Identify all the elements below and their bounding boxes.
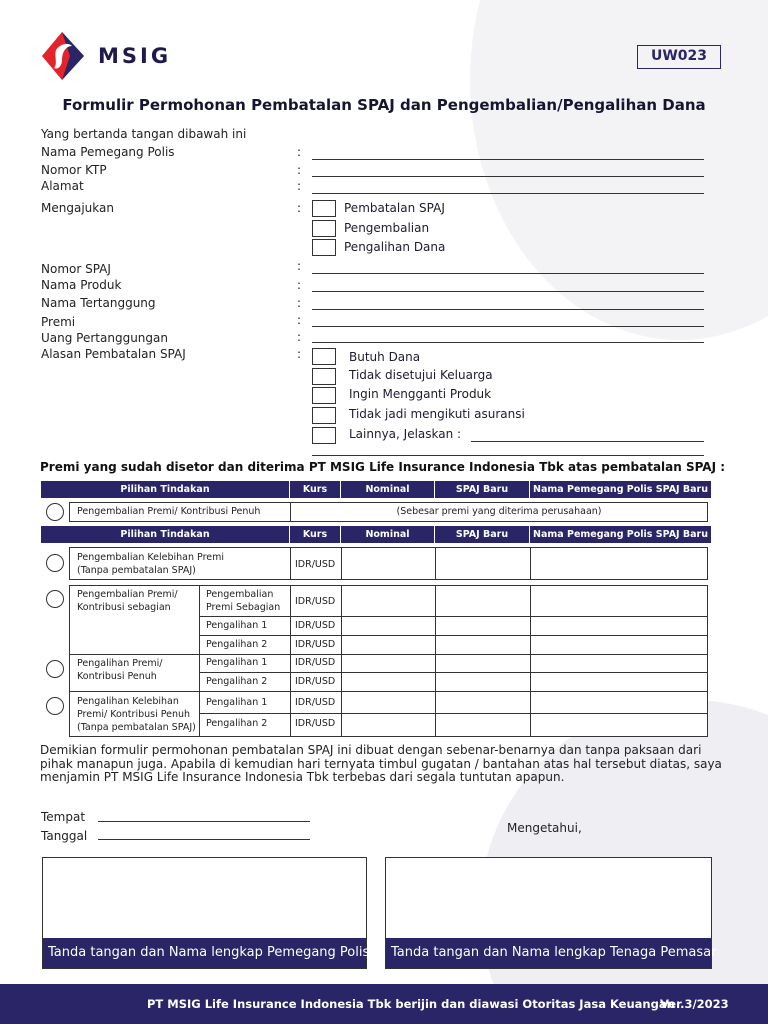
nominal-cell[interactable] (341, 635, 436, 655)
other-reason-input-line-2[interactable] (312, 455, 704, 456)
col-header-nominal: Nominal (341, 526, 435, 543)
field-label-product: Nama Produk (41, 278, 122, 292)
field-label-ktp: Nomor KTP (41, 163, 107, 177)
nominal-cell[interactable] (341, 654, 436, 673)
new-holder-cell[interactable] (530, 585, 708, 617)
row-label-line: Kontribusi sebagian (77, 602, 171, 613)
nominal-cell[interactable] (341, 713, 436, 737)
new-spaj-cell[interactable] (435, 547, 531, 580)
row-label-line: Pengembalian Kelebihan Premi (77, 552, 225, 563)
colon: : (297, 278, 302, 292)
place-input-line[interactable] (98, 821, 310, 822)
row-label-partial-refund (77, 588, 178, 614)
colon: : (297, 296, 302, 310)
new-holder-cell[interactable] (530, 672, 708, 692)
col-header-nominal: Nominal (341, 481, 435, 498)
option-refund: Pengembalian (344, 221, 430, 235)
declaration-paragraph: Demikian formulir permohonan pembatalan SPAJ ini dibuat dengan sebenar-benarnya dan tanpa paksaan dari pihak manapun juga. Apabila di kemudian hari ternyata timbul gugatan / bantahan atas hal tersebut diatas, saya menjamin PT MSIG Life Insurance Indonesia Tbk terbebas dari segala tuntutan apapun. (40, 743, 722, 784)
row-label-line: Kontribusi Penuh (77, 671, 157, 682)
agent-signature-box[interactable] (385, 857, 717, 969)
table-header (41, 526, 711, 543)
background-shape (470, 0, 768, 340)
checkbox-reason-not-join[interactable] (312, 407, 336, 424)
row-label-full-transfer (77, 657, 162, 683)
colon: : (297, 259, 302, 273)
new-spaj-cell[interactable] (435, 672, 531, 692)
policy-holder-signature-box[interactable] (42, 857, 370, 969)
form-title: Formulir Permohonan Pembatalan SPAJ dan Pengembalian/Pengalihan Dana (62, 96, 706, 114)
option-reason-need-funds: Butuh Dana (349, 350, 421, 364)
checkbox-reason-family[interactable] (312, 368, 336, 385)
option-reason-other: Lainnya, Jelaskan : (349, 427, 462, 441)
row-label-line: Pengalihan Premi/ (77, 658, 163, 669)
new-holder-cell[interactable] (530, 713, 708, 737)
col-header-new-holder: Nama Pemegang Polis SPAJ Baru (533, 529, 708, 540)
row-label-line: (Tanpa pembatalan SPAJ) (77, 565, 196, 576)
new-holder-cell[interactable] (530, 616, 708, 636)
row-label-excess-transfer (77, 695, 196, 734)
sum-assured-input-line[interactable] (312, 342, 704, 343)
checkbox-reason-change-product[interactable] (312, 387, 336, 404)
nominal-cell[interactable] (341, 547, 436, 580)
radio-excess-transfer[interactable] (46, 697, 64, 715)
checkbox-reason-other[interactable] (312, 427, 336, 444)
field-label-address: Alamat (41, 179, 84, 193)
col-header-new-holder: Nama Pemegang Polis SPAJ Baru (533, 484, 708, 495)
ktp-input-line[interactable] (312, 176, 704, 177)
option-cancel-spaj: Pembatalan SPAJ (344, 201, 445, 215)
intro-text: Yang bertanda tangan dibawah ini (41, 127, 247, 141)
premium-input-line[interactable] (312, 326, 704, 327)
new-spaj-cell[interactable] (435, 713, 531, 737)
col-header-currency: Kurs (290, 526, 341, 543)
currency-value: IDR/USD (295, 657, 336, 668)
currency-value: IDR/USD (295, 639, 336, 650)
col-header-action: Pilihan Tindakan (41, 481, 290, 498)
currency-value: IDR/USD (295, 596, 336, 607)
sub-label (206, 588, 280, 614)
sub-label: Pengalihan 2 (206, 718, 268, 729)
currency-value: IDR/USD (295, 697, 336, 708)
sub-label: Pengalihan 1 (206, 657, 268, 668)
radio-partial-refund[interactable] (46, 590, 64, 608)
new-holder-cell[interactable] (530, 691, 708, 714)
row-label-line: Pengembalian Premi/ (77, 589, 178, 600)
colon: : (297, 163, 302, 177)
sub-label-line: Premi Sebagian (206, 602, 281, 613)
new-spaj-cell[interactable] (435, 585, 531, 617)
new-holder-cell[interactable] (530, 635, 708, 655)
sub-label: Pengalihan 2 (206, 676, 268, 687)
nominal-cell[interactable] (341, 616, 436, 636)
other-reason-input-line[interactable] (471, 441, 704, 442)
currency-value: IDR/USD (295, 676, 336, 687)
field-label-policy-holder: Nama Pemegang Polis (41, 145, 175, 159)
sub-label: Pengalihan 2 (206, 639, 268, 650)
field-label-spaj-number: Nomor SPAJ (41, 262, 111, 276)
brand-name: MSIG (98, 44, 172, 68)
checkbox-refund[interactable] (312, 220, 336, 237)
nominal-cell[interactable] (341, 585, 436, 617)
field-label-premium: Premi (41, 315, 76, 329)
date-input-line[interactable] (98, 839, 310, 840)
col-header-new-spaj: SPAJ Baru (435, 481, 530, 498)
new-holder-cell[interactable] (530, 654, 708, 673)
option-transfer: Pengalihan Dana (344, 240, 446, 254)
row-label-full-refund: Pengembalian Premi/ Kontribusi Penuh (77, 506, 261, 517)
new-spaj-cell[interactable] (435, 635, 531, 655)
place-label: Tempat (41, 810, 86, 824)
colon: : (297, 330, 302, 344)
address-input-line[interactable] (312, 193, 704, 194)
field-label-insured: Nama Tertanggung (41, 296, 156, 310)
checkbox-reason-need-funds[interactable] (312, 348, 336, 365)
msig-logo (40, 30, 190, 82)
acknowledge-label: Mengetahui, (507, 821, 582, 835)
new-holder-cell[interactable] (530, 547, 708, 580)
new-spaj-cell[interactable] (435, 654, 531, 673)
row-label-line: Pengalihan Kelebihan (77, 696, 179, 707)
radio-excess-refund[interactable] (46, 554, 64, 572)
sub-label: Pengalihan 1 (206, 697, 268, 708)
colon: : (297, 347, 302, 361)
policy-holder-signature-caption: Tanda tangan dan Nama lengkap Pemegang Polis (43, 938, 366, 968)
colon: : (297, 313, 302, 327)
field-label-sum-assured: Uang Pertanggungan (41, 331, 168, 345)
new-spaj-cell[interactable] (435, 616, 531, 636)
row-label-line: Premi/ Kontribusi Penuh (77, 709, 191, 720)
col-header-action: Pilihan Tindakan (41, 526, 290, 543)
nominal-cell[interactable] (341, 691, 436, 714)
col-header-currency: Kurs (290, 481, 341, 498)
checkbox-cancel-spaj[interactable] (312, 200, 336, 217)
row-label-line: (Tanpa pembatalan SPAJ) (77, 722, 196, 733)
insured-input-line[interactable] (312, 309, 704, 310)
footer-text: PT MSIG Life Insurance Indonesia Tbk berijin dan diawasi Otoritas Jasa Keuangan (147, 997, 675, 1011)
section-title: Premi yang sudah disetor dan diterima PT MSIG Life Insurance Indonesia Tbk atas pembatalan SPAJ : (40, 460, 726, 474)
footer-version: Ver.3/2023 (660, 997, 729, 1011)
nominal-cell[interactable] (341, 672, 436, 692)
radio-full-refund[interactable] (46, 503, 64, 521)
option-reason-change-product: Ingin Mengganti Produk (349, 387, 492, 401)
agent-signature-caption: Tanda tangan dan Nama lengkap Tenaga Pemasar (386, 938, 711, 968)
spaj-number-input-line[interactable] (312, 273, 704, 274)
currency-value: IDR/USD (295, 620, 336, 631)
form-code: UW023 (637, 45, 721, 69)
option-reason-not-join: Tidak jadi mengikuti asuransi (349, 407, 525, 421)
date-label: Tanggal (41, 829, 88, 843)
policy-holder-input-line[interactable] (312, 159, 704, 160)
sub-label-line: Pengembalian (206, 589, 274, 600)
table-header (41, 481, 711, 498)
colon: : (297, 145, 302, 159)
colon: : (297, 201, 302, 215)
sub-label: Pengalihan 1 (206, 620, 268, 631)
radio-full-transfer[interactable] (46, 660, 64, 678)
new-spaj-cell[interactable] (435, 691, 531, 714)
currency-value: IDR/USD (295, 718, 336, 729)
colon: : (297, 179, 302, 193)
row-label-excess-refund (77, 551, 224, 577)
option-reason-family: Tidak disetujui Keluarga (349, 368, 493, 382)
field-label-reason: Alasan Pembatalan SPAJ (41, 347, 186, 361)
row-note-full-refund: (Sebesar premi yang diterima perusahaan) (396, 506, 602, 517)
field-label-submit: Mengajukan (41, 201, 114, 215)
product-input-line[interactable] (312, 291, 704, 292)
msig-logo-icon (40, 30, 90, 82)
col-header-new-spaj: SPAJ Baru (435, 526, 530, 543)
footer (0, 984, 768, 1024)
currency-value: IDR/USD (295, 559, 336, 570)
checkbox-transfer[interactable] (312, 239, 336, 256)
